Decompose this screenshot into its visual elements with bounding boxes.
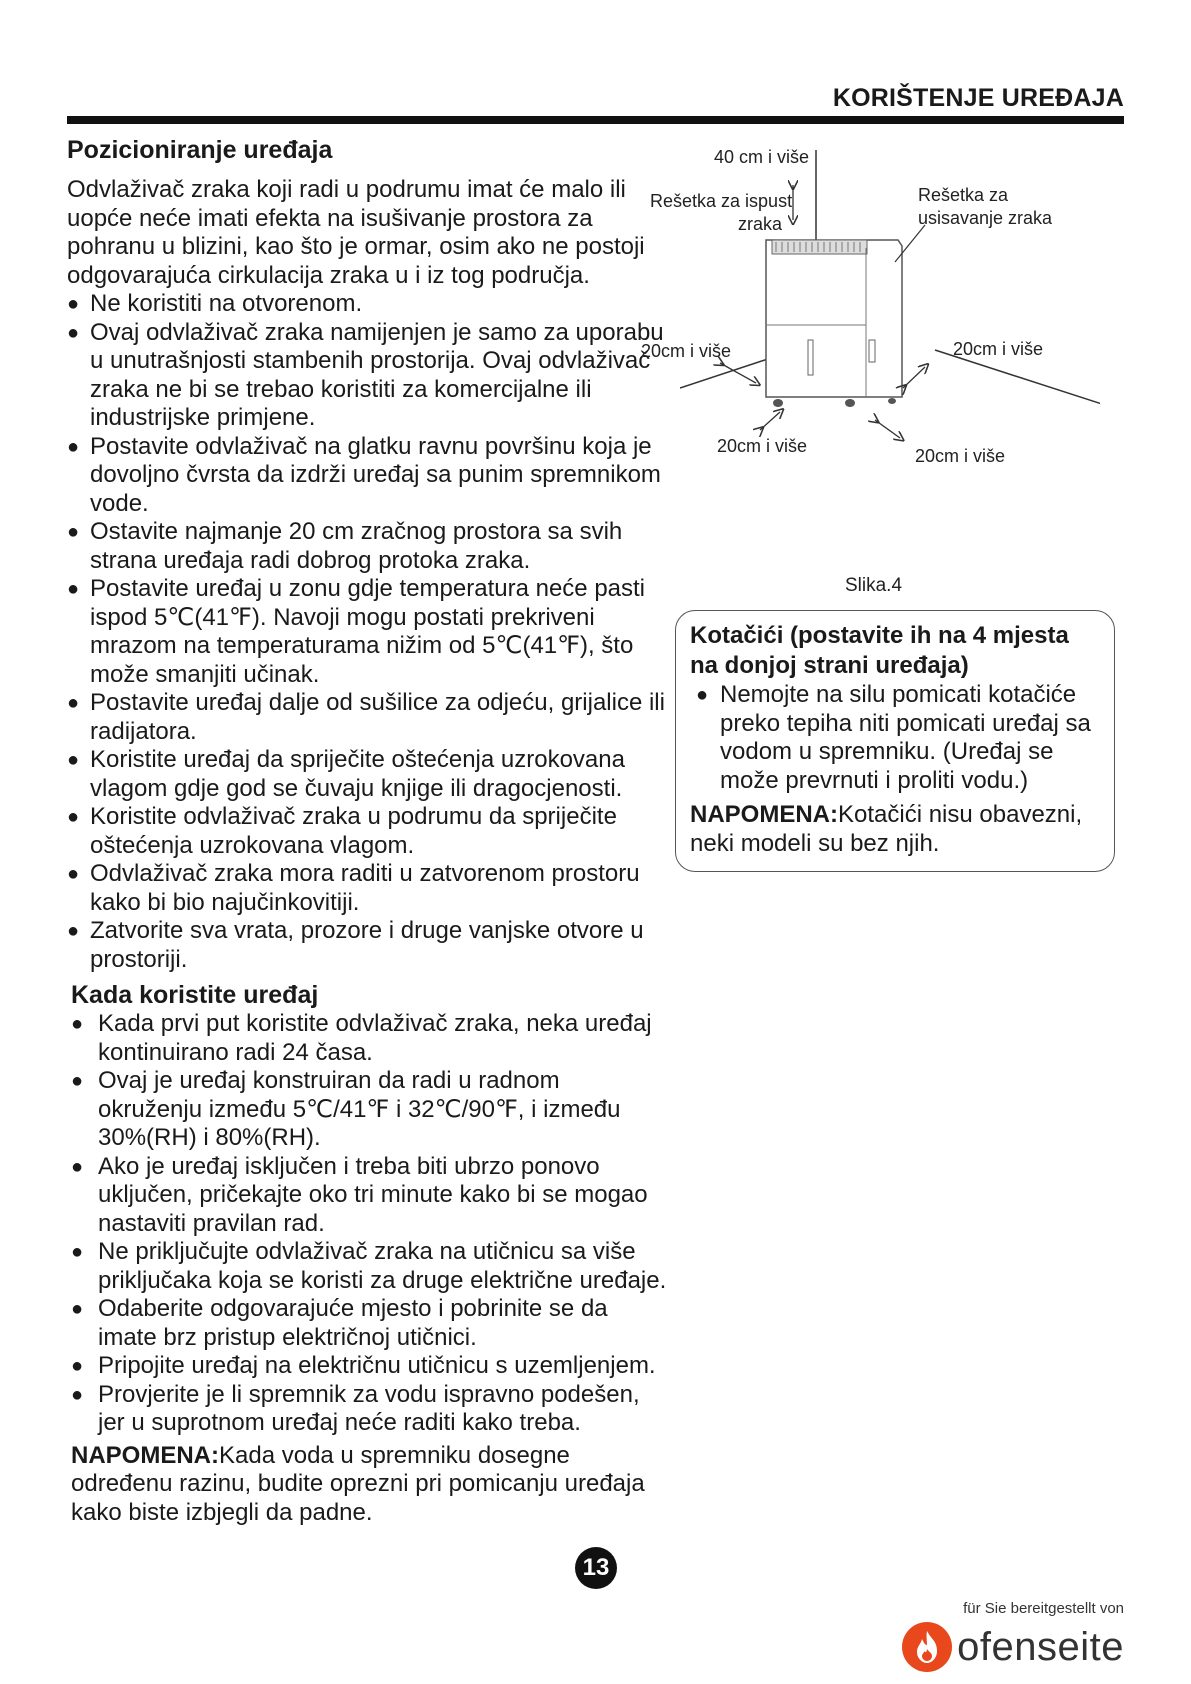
section-title-usage: Kada koristite uređaj xyxy=(71,981,319,1009)
list-item: ● Postavite uređaj dalje od sušilice za odjeću, grijalice ili radijatora. xyxy=(67,689,667,746)
list-item: ● Ne priključujte odvlaživač zraka na utičnicu sa više priključaka koja se koristi za druge električne uređaje. xyxy=(71,1238,667,1295)
right-clearance-label: 20cm i više xyxy=(953,339,1044,359)
note-label: NAPOMENA: xyxy=(71,1441,219,1469)
intro-paragraph: Odvlaživač zraka koji radi u podrumu imat će malo ili uopće neće imati efekta na isušivanje prostora za pohranu u blizini, kao što je ormar, osim ako ne postoji odgovarajuća cirkulacija zraka u i iz tog područja. xyxy=(67,176,645,289)
inlet-grille-label-line2: usisavanje zraka xyxy=(918,208,1053,228)
list-item: ● Ovaj je uređaj konstruiran da radi u radnom okruženju između 5℃/41℉ i 32℃/90℉, i između 30%(RH) i 80%(RH). xyxy=(71,1067,667,1153)
list-item: ● Ako je uređaj isključen i treba biti ubrzo ponovo uključen, pričekajte oko tri minute kako bi se mogao nastaviti pravilan rad. xyxy=(71,1153,667,1239)
casters-note xyxy=(690,801,1100,858)
usage-note xyxy=(71,1442,667,1528)
list-item: ● Ovaj odvlaživač zraka namijenjen je samo za uporabu u unutrašnjosti stambenih prostorija. Ovaj odvlaživač zraka ne bi se trebao koristiti za komercijalne ili industrijske primjene. xyxy=(67,319,667,433)
note-label: NAPOMENA: xyxy=(690,801,838,828)
brand-row xyxy=(901,1621,1124,1673)
list-item: ● Koristite odvlaživač zraka u podrumu da spriječite oštećenja uzrokovana vlagom. xyxy=(67,803,667,860)
list-item: ● Koristite uređaj da spriječite oštećenja uzrokovana vlagom gdje god se čuvaju knjige ili dragocjenosti. xyxy=(67,746,667,803)
list-item: ● Kada prvi put koristite odvlaživač zraka, neka uređaj kontinuirano radi 24 časa. xyxy=(71,1010,667,1067)
front-clearance-label: 20cm i više xyxy=(717,436,808,456)
list-item: ● Nemojte na silu pomicati kotačiće preko tepiha niti pomicati uređaj sa vodom u spremniku. (Uređaj se može prevrnuti i proliti vodu.) xyxy=(696,681,1100,795)
brand-name: ofenseite xyxy=(957,1624,1124,1669)
casters-box-title: Kotačići (postavite ih na 4 mjesta na donjoj strani uređaja) xyxy=(690,622,1069,679)
left-clearance-label: 20cm i više xyxy=(641,341,732,361)
list-item: ● Odvlaživač zraka mora raditi u zatvorenom prostoru kako bi bio najučinkovitiji. xyxy=(67,860,667,917)
back-clearance-label: 20cm i više xyxy=(915,446,1006,466)
list-item: ● Pripojite uređaj na električnu utičnicu s uzemljenjem. xyxy=(71,1352,667,1381)
positioning-list xyxy=(67,290,667,974)
casters-info-box xyxy=(675,610,1115,872)
list-item: ● Provjerite je li spremnik za vodu ispravno podešen, jer u suprotnom uređaj neće raditi kako treba. xyxy=(71,1381,667,1438)
outlet-grille-label-line1: Rešetka za ispust xyxy=(650,191,793,211)
list-item: ● Ne koristiti na otvorenom. xyxy=(67,290,667,319)
page-number: 13 xyxy=(575,1547,617,1589)
section-title-positioning: Pozicioniranje uređaja xyxy=(67,136,333,164)
casters-list xyxy=(690,681,1100,795)
top-clearance-label: 40 cm i više xyxy=(714,147,810,167)
note-text: Kotačići nisu obavezni, neki modeli su bez njih. xyxy=(690,801,1083,857)
list-item: ● Ostavite najmanje 20 cm zračnog prostora sa svih strana uređaja radi dobrog protoka zraka. xyxy=(67,518,667,575)
usage-list xyxy=(67,1010,667,1438)
clearance-diagram xyxy=(641,147,1100,510)
inlet-grille-label-line1: Rešetka za xyxy=(918,185,1009,205)
left-column xyxy=(67,134,667,1527)
list-item: ● Odaberite odgovarajuće mjesto i pobrinite se da imate brz pristup električnoj utičnici. xyxy=(71,1295,667,1352)
page-header-title: KORIŠTENJE UREĐAJA xyxy=(832,84,1124,112)
brand-footer xyxy=(901,1600,1124,1673)
figure-caption: Slika.4 xyxy=(845,575,903,596)
list-item: ● Zatvorite sva vrata, prozore i druge vanjske otvore u prostoriji. xyxy=(67,917,667,974)
list-item: ● Postavite uređaj u zonu gdje temperatura neće pasti ispod 5℃(41℉). Navoji mogu postati prekriveni mrazom na temperaturama nižim od 5℃(41℉), što može smanjiti učinak. xyxy=(67,575,667,689)
header-divider xyxy=(67,116,1124,124)
brand-tagline: für Sie bereitgestellt von xyxy=(963,1600,1124,1617)
note-text: Kada voda u spremniku dosegne određenu razinu, budite oprezni pri pomicanju uređaja kako biste izbjegli da padne. xyxy=(71,1441,645,1526)
flame-logo-icon xyxy=(901,1621,953,1673)
list-item: ● Postavite odvlaživač na glatku ravnu površinu koja je dovoljno čvrsta da izdrži uređaj sa punim spremnikom vode. xyxy=(67,433,667,519)
outlet-grille-label-line2: zraka xyxy=(738,214,783,234)
